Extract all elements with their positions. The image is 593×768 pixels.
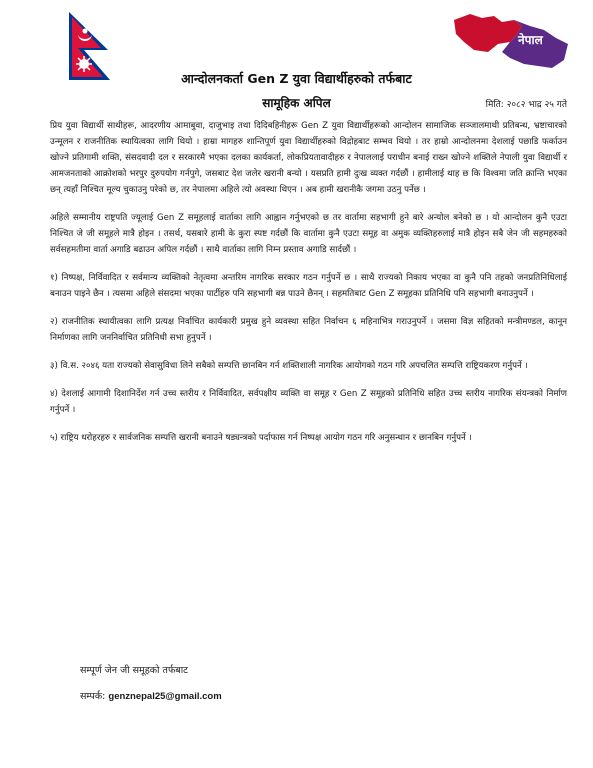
footer bbox=[80, 658, 222, 710]
contact-email[interactable]: genznepal25@gmail.com bbox=[108, 691, 222, 702]
map-label: नेपाल bbox=[518, 33, 543, 47]
nepal-map-icon bbox=[452, 8, 572, 78]
proposal-3: ३) वि.स. २०४६ यता राज्यको सेवासुविधा लिने सबैको सम्पत्ति छानबिन गर्न शक्तिशाली नागरिक आयोगको गठन गरि अपचलित सम्पत्ति राष्ट्रियकरण गर्नुपर्ने । bbox=[50, 361, 528, 371]
proposal-1: १) निष्पक्ष, निर्विवादित र सर्वमान्य व्यक्तिको नेतृत्वमा अन्तरिम नागरिक सरकार गठन गर्नुपर्ने छ । साथै राज्यको निकाय भएका वा कुनै पनि तहको जनप्रतिनिधिलाई बनाउन पाइने छैन । त्यसमा अहिले संसदमा भएका पार्टीहरु पनि सहभागी बन्न पाउने छैनन् । सहमतिबाट Gen Z समूहका प्रतिनिधि पनि सहभागी बनाउनुपर्ने । bbox=[50, 273, 567, 299]
contact-label: सम्पर्क: bbox=[80, 691, 106, 702]
proposal-5: ५) राष्ट्रिय धरोहरहरु र सार्वजनिक सम्पत्ति खरानी बनाउने षड्यन्त्रको पर्दाफास गर्न निष्पक्ष आयोग गठन गरि अनुसन्धान र छानबिन गर्नुपर्ने । bbox=[50, 433, 472, 443]
paragraph-intro: प्रिय युवा विद्यार्थी साथीहरू, आदरणीय आमाबुवा, दाजुभाइ तथा दिदिबहिनीहरू Gen Z युवा विद्यार्थीहरूको आन्दोलन सामाजिक सञ्जालमाथी प्रतिबन्ध, भ्रष्टाचारको उन्मूलन र राजनीतिक स्थायित्वका लागि थियो । हाम्रा मागहरु शान्तिपूर्ण युवा विद्यार्थीहरुको विद्रोहबाट सम्भव थियो । तर हाम्रो आन्दोलनमा देशलाई पछाडि फर्काउन खोज्ने प्रतिगामी शक्ति, संसदवादी दल र सरकारमै भएका दलका कार्यकर्ता, लोकप्रियतावादीहरु र नेपाललाई पराधीन बनाई राख्न खोज्ने शक्तिले नेपाली युवा विद्यार्थी र आमजनताको आक्रोशको भरपुर दुरुपयोग गर्नपुगे, जसबाट देश जलेर खरानी बन्यो । यसप्रति हामी दुःख व्यक्त गर्दछौं । हामीलाई थाह छ कि विश्वमा जति क्रान्ति भएका छन् त्यहाँ निश्चित मूल्य चुकाउनु परेको छ, तर नेपालमा अहिले त्यो अवस्था थिएन । अब हामी खरानीकै जगमा उठनु पर्नेछ । bbox=[50, 121, 567, 195]
appeal-body bbox=[50, 118, 567, 458]
paragraph-dialogue: अहिले सम्मानीय राष्ट्रपति ज्यूलाई Gen Z समूहलाई वार्ताका लागि आह्वान गर्नुभएको छ तर वार्तामा सहभागी हुने बारे अन्योल बनेको छ । यो आन्दोलन कुनै एउटा निश्चित जे जी समूहले मात्रै होइन । तसर्थ, यसबारे हामी के कुरा स्पष्ट गर्दछौं कि वार्तामा कुनै एउटा समूह वा अमुक व्यक्तिहरुलाई मात्रै होइन सबै जेन जी सहमहरुको सर्वसहमतीमा वार्ता अगाडि बढाउन अपिल गर्दछौं । साथै वार्ताका लागि निम्न प्रस्ताव अगाडि सार्दछौं । bbox=[50, 213, 567, 255]
contact-line bbox=[80, 684, 222, 710]
signoff: सम्पूर्ण जेन जी समूहको तर्फबाट bbox=[80, 665, 188, 676]
page-subtitle: सामूहिक अपिल bbox=[262, 96, 331, 110]
proposal-4: ४) देशलाई आगामी दिशानिर्देश गर्न उच्च स्तरीय र निर्विवादित, सर्वपक्षीय व्यक्ति वा समूह र Gen Z समूहको प्रतिनिधि सहित उच्च स्तरीय नागरिक संयन्त्रको निर्माण गर्नुपर्ने । bbox=[50, 389, 567, 415]
page-title: आन्दोलनकर्ता Gen Z युवा विद्यार्थीहरुको तर्फबाट bbox=[181, 71, 412, 86]
document-date: मिति: २०८२ भाद्र २५ गते bbox=[485, 100, 567, 110]
proposal-2: २) राजनीतिक स्थायीत्वका लागि प्रत्यक्ष निर्वाचित कार्यकारी प्रमुख हुने व्यवस्था सहित निर्वाचन ६ महिनाभित्र गराउनुपर्ने । जसमा विज्ञ सहितको मन्त्रीमण्डल, कानून निर्माणका लागि जननिर्वाचित प्रतिनिधी सभा हुनुपर्ने । bbox=[50, 317, 567, 343]
